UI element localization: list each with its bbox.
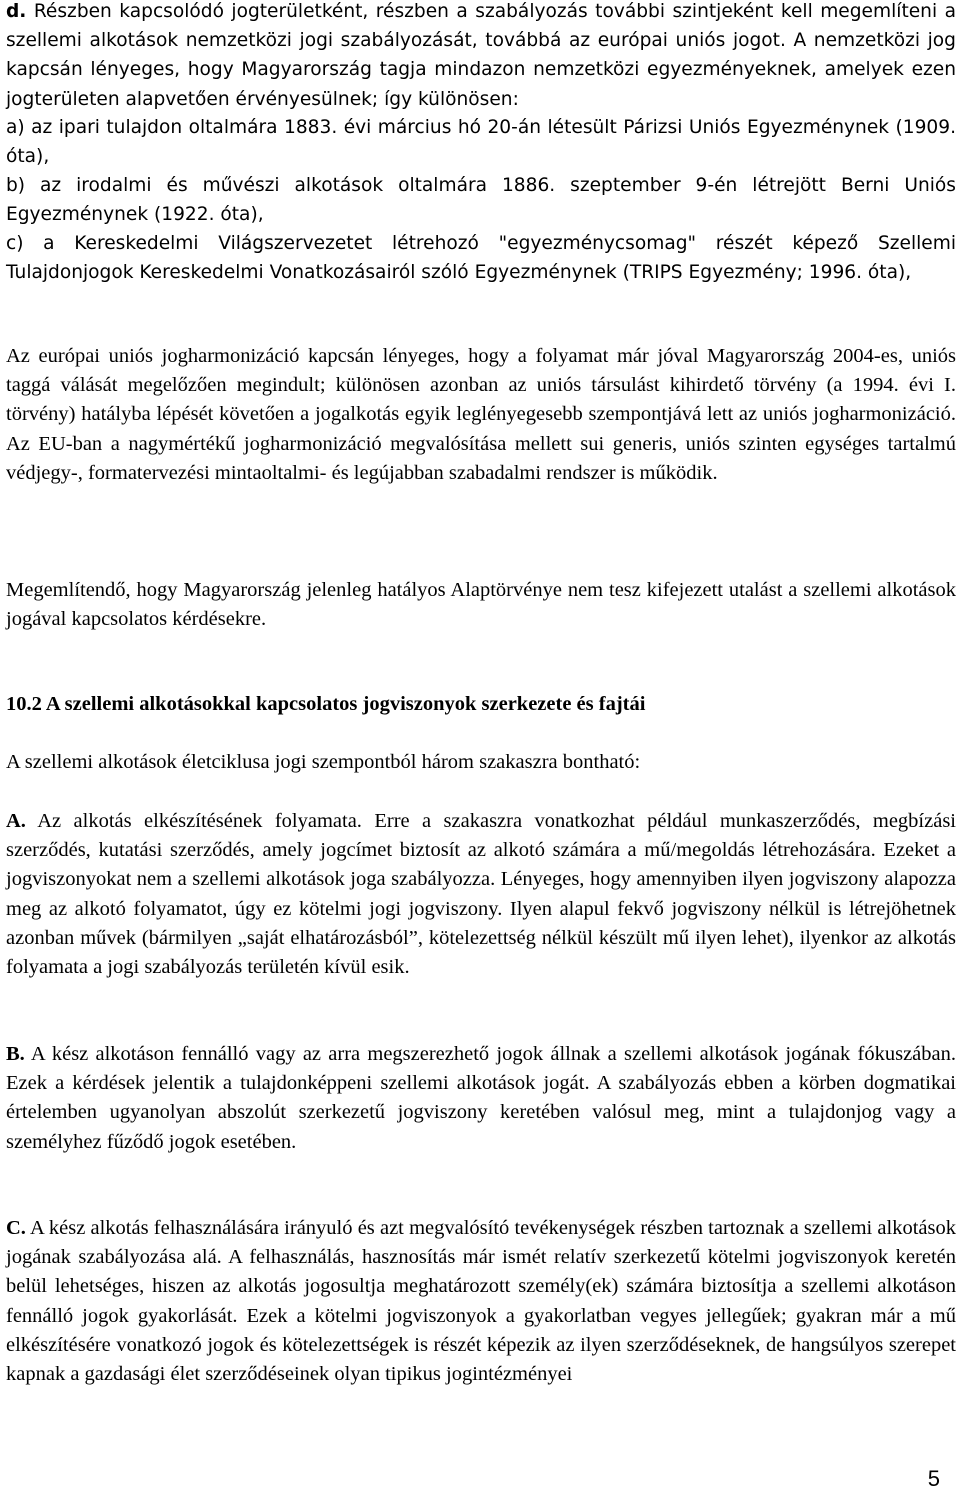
paragraph-d: [6, 0, 956, 114]
section-lead: A szellemi alkotások életciklusa jogi szempontból három szakaszra bontható:: [6, 751, 641, 773]
paragraph-c-label: C.: [6, 1217, 26, 1239]
paragraph-constitution: Megemlítendő, hogy Magyarország jelenleg hatályos Alaptörvénye nem tesz kifejezett utalást a szellemi alkotások jogával kapcsolatos kérdésekre.: [6, 579, 956, 631]
page-number: 5: [927, 1466, 940, 1491]
paragraph-c: [6, 1214, 956, 1389]
section-heading: 10.2 A szellemi alkotásokkal kapcsolatos jogviszonyok szerkezete és fajtái: [6, 693, 646, 715]
para-d-text: Részben kapcsolódó jogterületként, részben a szabályozás további szintjeként kell megemlíteni a szellemi alkotások nemzetközi jogi szabályozását, továbbá az európai uniós jogot. A nemzetközi jog kapcsán lényeges, hogy Magyarország tagja mindazon nemzetközi egyezményeknek, amelyek ezen jogterületen alapvetően érvényesülnek; így különösen:: [6, 1, 956, 110]
para-d-label: d.: [6, 1, 27, 22]
paragraph-b-label: B.: [6, 1043, 25, 1065]
paragraph-c-text: A kész alkotás felhasználására irányuló és azt megvalósító tevékenységek részben tartoznak a szellemi alkotások jogának szabályozása alá. A felhasználás, hasznosítás már ismét relatív szerkezetű kötelmi jogviszonyok keretén belül lehetséges, hiszen az alkotás jogosultja meghatározott személy(ek) számára biztosítja a szellemi alkotáson fennálló jogok gyakorlását. Ezek a kötelmi jogviszonyok a gyakorlatban vegyes jellegűek; gyakran már a mű elkészítésére vonatkozó jogok és kötelezettségek is részét képezik az ilyen szerződéseknek, de hangsúlyos szerepet kapnak a gazdasági élet szerződéseinek olyan tipikus jogintézményei: [6, 1217, 956, 1386]
paragraph-b-text: A kész alkotáson fennálló vagy az arra megszerezhető jogok állnak a szellemi alkotások jogának fókuszában. Ezek a kérdések jelentik a tulajdonképpeni szellemi alkotások jogát. A szabályozás ebben a körben dogmatikai értelemben ugyanolyan abszolút szerkezetű jogviszony keretében valósul meg, mint a tulajdonjog vagy a személyhez fűződő jogok esetében.: [6, 1043, 956, 1153]
list-item-a: a) az ipari tulajdon oltalmára 1883. évi március hó 20-án létesült Párizsi Uniós Egyezménynek (1909. óta),: [6, 117, 956, 168]
list-item-b: b) az irodalmi és művészi alkotások oltalmára 1886. szeptember 9-én létrejött Berni Uniós Egyezménynek (1922. óta),: [6, 175, 956, 226]
paragraph-b: [6, 1040, 956, 1157]
list-item-c: c) a Kereskedelmi Világszervezetet létrehozó "egyezménycsomag" részét képező Szellemi Tulajdonjogok Kereskedelmi Vonatkozásairól szóló Egyezménynek (TRIPS Egyezmény; 1996. óta),: [6, 233, 956, 284]
paragraph-eu-harmonization: Az európai uniós jogharmonizáció kapcsán lényeges, hogy a folyamat már jóval Magyarország 2004-es, uniós taggá válását megelőzően megindult; különösen azonban az uniós társulást kihirdető törvény (a 1994. évi I. törvény) hatályba lépését követően a jogalkotás egyik leglényegesebb szempontjává lett az uniós jogharmonizáció. Az EU-ban a nagymértékű jogharmonizáció megvalósítása mellett sui generis, uniós szinten egységes tartalmú védjegy-, formatervezési mintaoltalmi- és legújabban szabadalmi rendszer is működik.: [6, 345, 956, 484]
paragraph-a-text: Az alkotás elkészítésének folyamata. Erre a szakaszra vonatkozhat például munkaszerződés, megbízási szerződés, kutatási szerződés, amely jogcímet biztosít az alkotó számára a mű/megoldás létrehozására. Ezeket a jogviszonyokat nem a szellemi alkotások joga szabályozza. Lényeges, hogy amennyiben ilyen jogviszony alapozza meg az alkotó folyamatot, úgy ez kötelmi jogi jogviszony. Ilyen alapul fekvő jogviszony nélkül is létrejöhetnek azonban művek (bármilyen „saját elhatározásból”, kötelezettség nélkül készült mű ilyen lehet), ilyenkor az alkotás folyamata a jogi szabályozás területén kívül esik.: [6, 810, 956, 979]
paragraph-a: [6, 807, 956, 982]
paragraph-a-label: A.: [6, 810, 26, 832]
